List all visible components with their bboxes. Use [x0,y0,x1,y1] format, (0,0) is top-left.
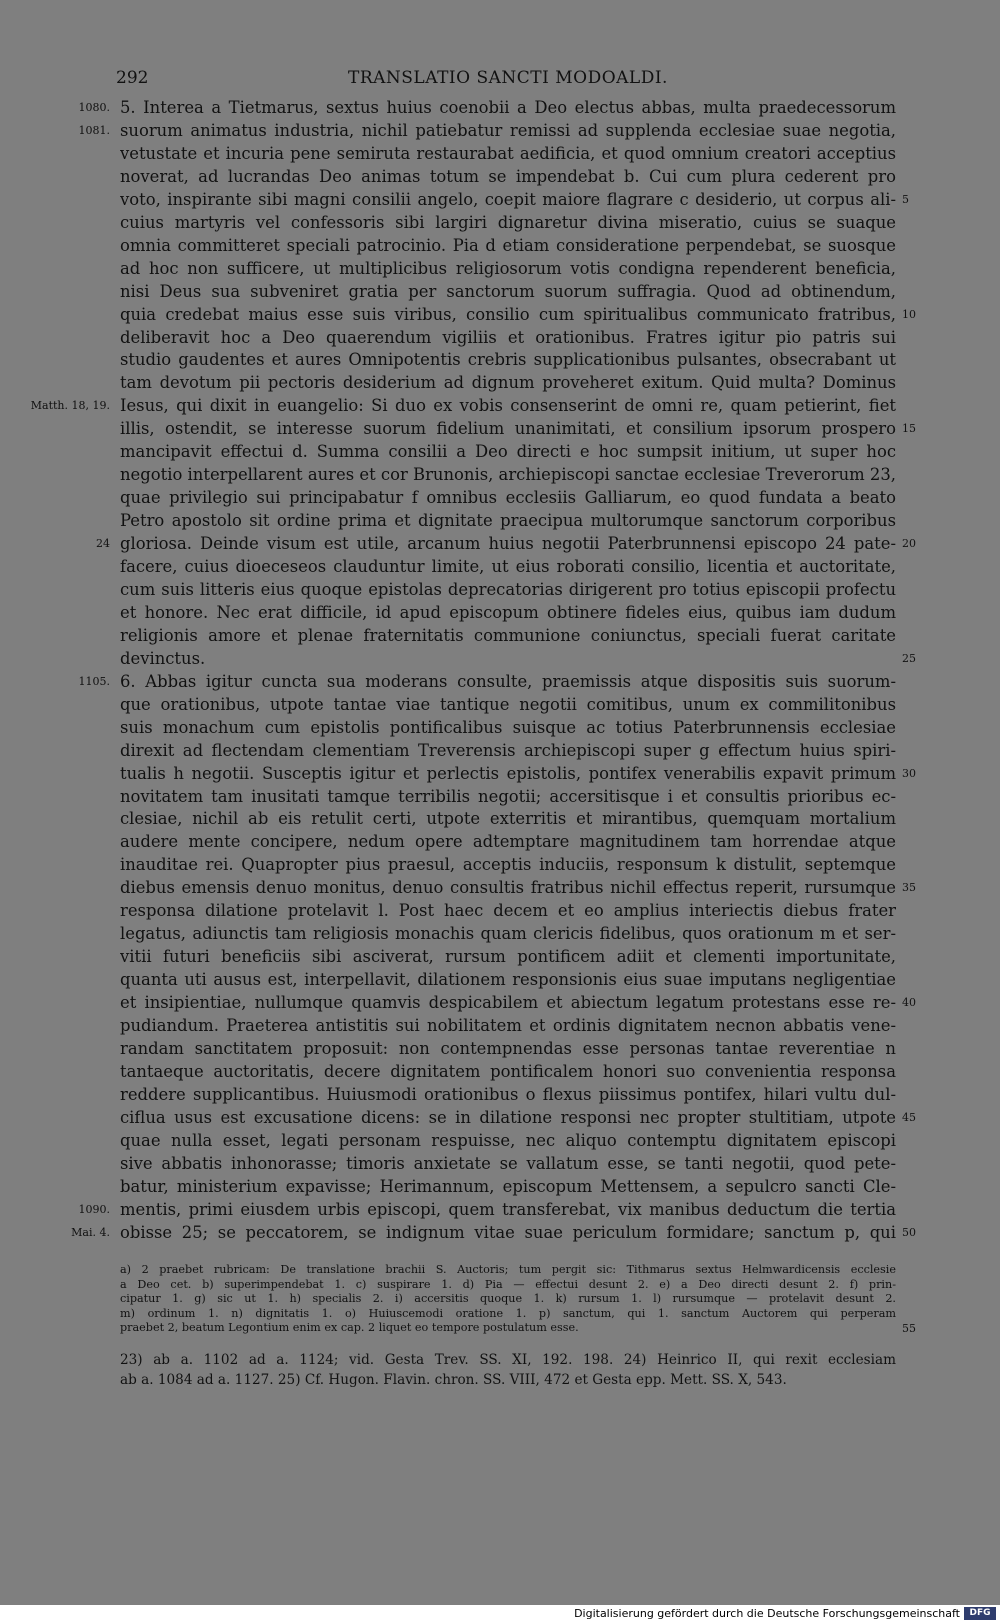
text-line: Petro apostolo sit ordine prima et dignitate praecipua multorumque sanctorum corporibus [120,511,896,531]
line-number: 40 [902,996,916,1010]
text-line: randam sanctitatem proposuit: non contempnendas esse personas tantae reverentiae n [120,1038,896,1058]
footnote-line: cipatur 1. g) sic ut 1. h) specialis 2. i) accersitis quoque 1. k) rursum 1. l) rursumque — protelavit desunt 2. [120,1292,896,1306]
text-line: responsa dilatione protelavit l. Post haec decem et eo amplius interiectis diebus frater [120,901,896,921]
text-line: pudiandum. Praeterea antistitis sui nobilitatem et ordinis dignitatem necnon abbatis vene- [120,1016,896,1035]
text-line: ad hoc non sufficere, ut multiplicibus religiosorum votis condigna rependerent beneficia, [120,258,896,278]
text-line: studio gaudentes et aures Omnipotentis crebris supplicationibus pulsantes, obsecrabant ut [120,350,896,370]
line-number: 15 [902,422,916,436]
line-number: 30 [902,766,916,780]
text-line: audere mente concipere, nedum opere adtemptare magnitudinem tam horrendae atque [120,832,896,852]
line-number: 55 [902,1322,916,1336]
margin-date: 24 [96,537,110,551]
text-line: tantaeque auctoritatis, decere dignitatem pontificalem honori suo convenientia responsa [120,1061,896,1081]
funder-text: Digitalisierung gefördert durch die Deutsche Forschungsgemeinschaft [574,1607,960,1620]
text-line: nisi Deus sua subveniret gratia per sanctorum suorum suffragia. Quod ad obtinendum, [120,281,896,301]
text-line: mentis, primi eiusdem urbis episcopi, quem transferebat, vix manibus deductum die tertia [120,1199,896,1219]
page-number: 292 [116,68,149,88]
line-number: 25 [902,651,916,665]
text-line: et honore. Nec erat difficile, id apud episcopum obtinere fideles eius, quibus iam dudum [120,602,896,622]
text-line: tualis h negotii. Susceptis igitur et perlectis epistolis, pontifex venerabilis expavit primum [120,763,896,783]
text-line: que orationibus, utpote tantae viae tantique negotii comitibus, unum ex commilitonibus [120,694,896,714]
text-line: obisse 25; se peccatorem, se indignum vitae suae periculum formidare; sanctum p, qui [120,1222,896,1242]
margin-date: 1080. [78,101,110,114]
text-line: reddere supplicantibus. Huiusmodi orationibus o flexus piissimus pontifex, hilari vultu dul- [120,1084,896,1104]
running-title: TRANSLATIO SANCTI MODOALDI. [348,68,668,88]
text-line: diebus emensis denuo monitus, denuo consultis fratribus nichil effectus reperit, rursumque [120,878,896,898]
text-line: Iesus, qui dixit in euangelio: Si duo ex vobis consenserint de omni re, quam petierint, fiet [120,396,896,416]
text-line: novitatem tam inusitati tamque terribilis negotii; accersitisque i et consultis prioribus ec- [120,786,896,806]
text-line: 5. Interea a Tietmarus, sextus huius coenobii a Deo electus abbas, multa praedecessorum [120,98,896,117]
margin-date: Matth. 18, 19. [30,399,110,413]
reference-line: 23) ab a. 1102 ad a. 1124; vid. Gesta Trev. SS. XI, 192. 198. 24) Heinrico II, qui rexit ecclesiam [120,1352,896,1368]
text-line: vetustate et incuria pene semiruta restaurabat aedificia, et quod omnium creatori acceptius [120,143,896,163]
line-number: 5 [902,192,909,206]
funder-bar [0,1605,1000,1623]
text-line: negotio interpellarent aures et cor Brunonis, archiepiscopi sanctae ecclesiae Treverorum 23, [120,465,896,485]
text-line: cum suis litteris eius quoque epistolas deprecatorias dirigerent pro totius episcopii profectu [120,579,896,599]
text-line: religionis amore et plenae fraternitatis communione coniunctus, speciali fuerat caritate [120,625,896,645]
text-line: devinctus. [120,648,206,668]
text-line: quanta uti ausus est, interpellavit, dilationem responsionis eius suae imputans negligentiae [120,970,896,990]
text-line: direxit ad flectendam clementiam Treverensis archiepiscopi super g effectum huius spiri- [120,740,896,760]
text-line: noverat, ad lucrandas Deo animas totum se impendebat b. Cui cum plura cederent pro [120,166,896,186]
text-line: cuius martyris vel confessoris sibi largiri dignaretur divina miseratio, cuius se suaque [120,212,896,232]
footnote-line: a Deo cet. b) superimpendebat 1. c) suspirare 1. d) Pia — effectui desunt 2. e) a Deo directi desunt 2. f) prin- [120,1277,896,1291]
footnote-line: a) 2 praebet rubricam: De translatione brachii S. Auctoris; tum pergit sic: Tithmarus sextus Helmwardicensis ecclesie [120,1263,896,1276]
text-line: illis, ostendit, se interesse suorum fidelium unanimitati, et consilium ipsorum prospero [120,419,896,439]
line-number: 10 [902,307,916,321]
margin-date: 1090. [78,1202,110,1216]
text-line: quae privilegio sui principabatur f omnibus ecclesiis Galliarum, eo quod fundata a beato [120,488,896,508]
text-line: sive abbatis inhonorasse; timoris anxietate se vallatum esse, se tanti negotii, quod pete- [120,1153,896,1173]
text-line: gloriosa. Deinde visum est utile, arcanum huius negotii Paterbrunnensi episcopo 24 pate- [120,534,896,554]
margin-date: Mai. 4. [71,1225,110,1239]
reference-line: ab a. 1084 ad a. 1127. 25) Cf. Hugon. Flavin. chron. SS. VIII, 472 et Gesta epp. Mett. SS. X, 543. [120,1372,787,1388]
text-line: et insipientiae, nullumque quamvis despicabilem et abiectum legatum protestans esse re- [120,993,896,1013]
text-line: suis monachum cum epistolis pontificalibus suisque ac totius Paterbrunnensis ecclesiae [120,717,896,737]
footnote-line: m) ordinum 1. n) dignitatis 1. o) Huiuscemodi oratione 1. p) sanctum, qui 1. sanctum Auctorem qui perperam [120,1306,896,1320]
margin-date: 1081. [78,123,110,137]
text-line: 6. Abbas igitur cuncta sua moderans consulte, praemissis atque dispositis suis suorum- [120,671,896,691]
text-line: inauditae rei. Quapropter pius praesul, acceptis induciis, responsum k distulit, septemque [120,855,896,875]
line-number: 45 [902,1110,916,1124]
text-line: mancipavit effectui d. Summa consilii a Deo directi e hoc sumpsit initium, ut super hoc [120,442,896,462]
text-line: facere, cuius dioeceseos clauduntur limite, ut eius roborati consilio, licentia et auctoritate, [120,557,896,576]
text-line: suorum animatus industria, nichil patiebatur remissi ad supplenda ecclesiae suae negotia, [120,120,896,140]
text-line: legatus, adiunctis tam religiosis monachis quam clericis fidelibus, quos orationum m et ser- [120,924,896,944]
footnote-line: praebet 2, beatum Legontium enim ex cap. 2 liquet eo tempore postulatum esse. [120,1321,579,1335]
margin-date: 1105. [78,674,110,688]
text-line: voto, inspirante sibi magni consilii angelo, coepit maiore flagrare c desiderio, ut corpus ali- [120,189,896,209]
line-number: 20 [902,537,916,551]
text-line: vitii futuri beneficiis sibi asciverat, rursum pontificem adiit et clementi importunitate, [120,947,896,967]
text-line: quia credebat maius esse suis viribus, consilio cum spiritualibus communicato fratribus, [120,304,896,324]
text-line: omnia committeret speciali patrocinio. Pia d etiam consideratione perpendebat, se suosque [120,235,896,255]
text-line: tam devotum pii pectoris desiderium ad dignum proveheret exitum. Quid multa? Dominus [120,373,896,393]
dfg-logo: DFG [964,1607,996,1620]
text-line: quae nulla esset, legati personam respuisse, nec aliquo contemptu dignitatem episcopi [120,1130,896,1150]
line-number: 35 [902,881,916,895]
text-line: clesiae, nichil ab eis retulit certi, utpote exterritis et mirantibus, quemquam mortalium [120,809,896,829]
text-line: deliberavit hoc a Deo quaerendum vigiliis et orationibus. Fratres igitur pio patris sui [120,327,896,347]
text-line: batur, ministerium expavisse; Herimannum, episcopum Mettensem, a sepulcro sancti Cle- [120,1176,896,1196]
text-line: ciflua usus est excusatione dicens: se in dilatione responsi nec propter stultitiam, utpote [120,1107,896,1127]
line-number: 50 [902,1225,916,1239]
